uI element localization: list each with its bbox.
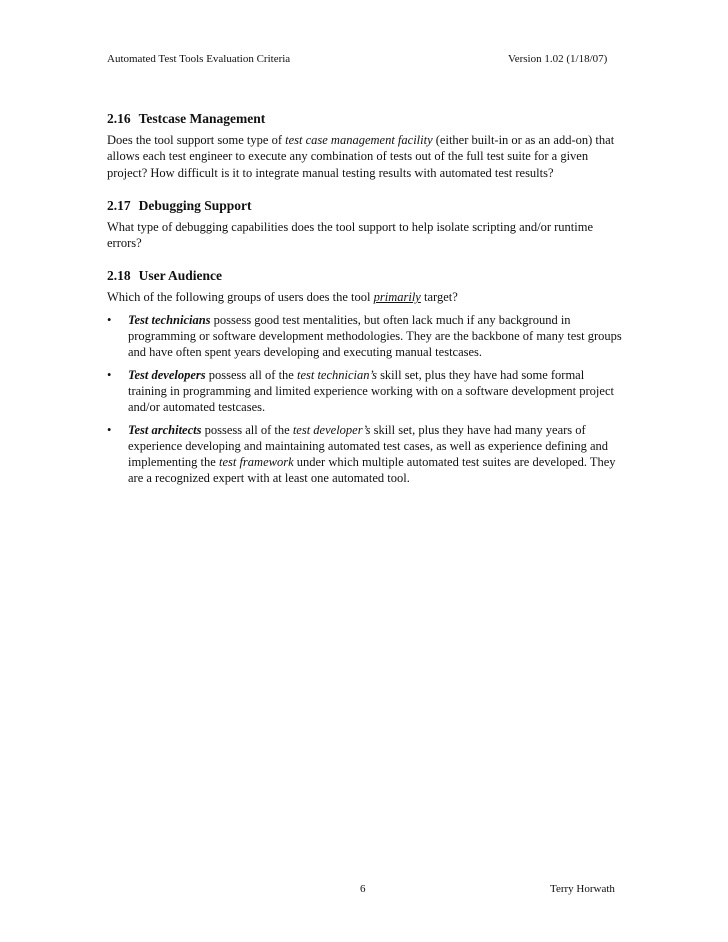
section-title: User Audience [138, 268, 222, 284]
document-title: Automated Test Tools Evaluation Criteria [107, 53, 291, 65]
text-run: skill set, plus they have had many years of experience developing and maintaining automated test cases, as well as experience defining and implementing the [128, 422, 609, 470]
section-2-18 [107, 267, 623, 486]
section-title: Debugging Support [138, 197, 252, 213]
section-number: 2.16 [107, 111, 131, 126]
section-paragraph [107, 289, 623, 305]
list-item-test-developers [107, 367, 623, 416]
page-number: 6 [360, 883, 366, 895]
section-heading [107, 110, 623, 128]
section-2-17 [107, 197, 623, 252]
text-run: Does the tool support some type of [107, 133, 286, 147]
term-text: Test technicians [128, 312, 211, 327]
section-title: Testcase Management [138, 111, 266, 126]
list-item-test-architects [107, 422, 623, 487]
emphasis-text: primarily [373, 290, 421, 305]
section-number: 2.18 [107, 268, 131, 284]
emphasis-text: test developer’s [292, 422, 371, 437]
section-2-16 [107, 110, 623, 181]
section-paragraph: What type of debugging capabilities does the tool support to help isolate scripting and/or runtime errors? [107, 219, 594, 251]
bullet-icon: • [107, 422, 112, 437]
term-text: Test architects [128, 422, 202, 437]
page-content [107, 110, 623, 503]
bullet-icon: • [107, 367, 112, 382]
text-run: Which of the following groups of users does the tool [107, 290, 374, 305]
text-run: skill set, plus they have had some formal training in programming and limited experience working with on a software development project and/or automated testcases. [128, 367, 614, 415]
section-heading [107, 267, 623, 285]
emphasis-text: test technician’s [296, 367, 377, 382]
text-run: possess good test mentalities, but often lack much if any background in programming or software development methodologies. They are the backbone of many test groups and have often spent years developing and executing manual testcases. [128, 312, 622, 360]
section-heading [107, 197, 623, 215]
text-run: (either built-in or as an add-on) that allows each test engineer to execute any combination of tests out of the full test suite for a given project? How difficult is it to integrate manual testing results with automated test results? [107, 133, 615, 180]
term-text: Test developers [128, 367, 206, 382]
user-audience-list [107, 312, 623, 487]
author-name: Terry Horwath [550, 883, 615, 895]
document-version: Version 1.02 (1/18/07) [508, 53, 608, 65]
emphasis-text: test case management facility [285, 133, 433, 147]
text-run: possess all of the [205, 367, 297, 382]
text-run: under which multiple automated test suites are developed. They are a recognized expert with at least one automated tool. [128, 455, 616, 486]
text-run: possess all of the [201, 422, 293, 437]
text-run: target? [420, 290, 458, 305]
bullet-icon: • [107, 312, 112, 327]
section-paragraph [107, 132, 623, 181]
section-number: 2.17 [107, 197, 131, 213]
emphasis-text: test framework [218, 455, 294, 470]
list-item-test-technicians [107, 312, 623, 361]
